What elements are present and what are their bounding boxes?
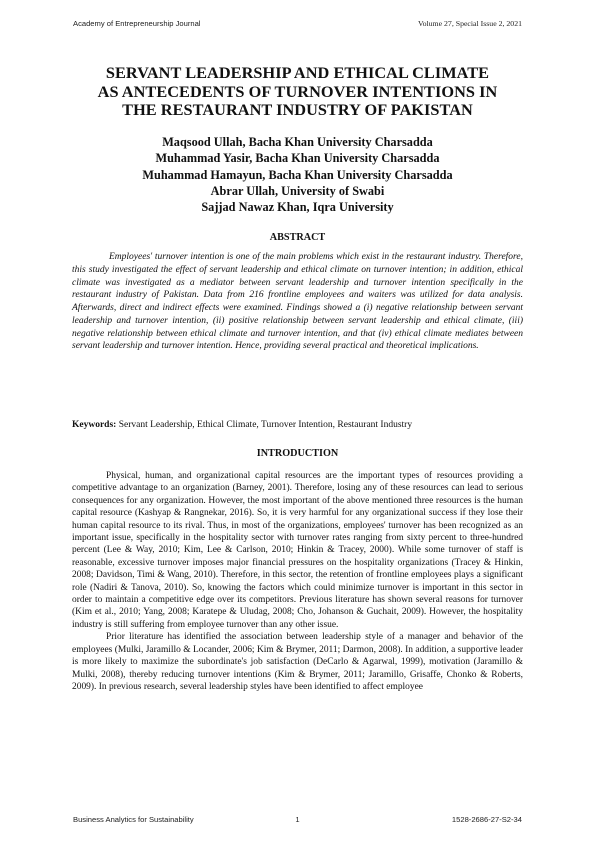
author-entry: Muhammad Hamayun, Bacha Khan University Charsadda	[142, 167, 453, 182]
body-paragraph: Physical, human, and organizational capital resources are the important types of resources providing a competitive advantage to an organization (Barney, 2001). Therefore, losing any of these resources can lead to serious consequences for any organization. However, the most important of the above mentioned three resources is the human capital resource (Kashyap & Rangnekar, 2016). So, it is very harmful for any organizational success if they lose their human capital resource to its rival. Thus, in most of the organizations, employees' turnover has been recognized as an important issue, specifically in the hospitality sector with turnover rates ranging from sixty percent to three-hundred percent (Lee & Way, 2010; Kim, Lee & Carlson, 2010; Hinkin & Tracey, 2000). While some turnover of staff is reasonable, excessive turnover imposes major financial pressures on the hospitality organizations (Tracey & Hinkin, 2008; Davidson, Timi & Wang, 2010). Therefore, in this sector, the retention of frontline employees plays a significant role (Nadiri & Tanova, 2010). So, knowing the factors which could minimize turnover is important in this sector in order to maintain a competitive edge over its competitors. Previous literature has shown several reasons for turnover (Kim et al., 2010; Yang, 2008; Karatepe & Uludag, 2008; Cho, Johanson & Guchait, 2009). However, the hospitality industry is still suffering from employee turnover than any other issue.	[72, 471, 523, 630]
author-entry: Abrar Ullah, University of Swabi	[210, 183, 385, 198]
author-list	[60, 134, 535, 215]
footer-issn: 1528-2686-27-S2-34	[451, 815, 522, 824]
journal-name: Academy of Entrepreneurship Journal	[73, 19, 201, 28]
footer-journal-section: Business Analytics for Sustainability	[73, 815, 194, 824]
keywords-text: Servant Leadership, Ethical Climate, Turnover Intention, Restaurant Industry	[118, 420, 413, 430]
title-line: SERVANT LEADERSHIP AND ETHICAL CLIMATE	[105, 63, 490, 82]
body-paragraph: Prior literature has identified the association between leadership style of a manager and behavior of the employees (Mulki, Jaramillo & Locander, 2006; Kim & Brymer, 2011; Darmon, 2008). In addition, a supportive leader is more likely to maximize the subordinate's job satisfaction (DeCarlo & Agarwal, 1999), motivation (Jaramillo & Mulki, 2008), thereby reducing turnover intentions (Kim & Brymer, 2011; Jaramillo, Grisaffe, Chonko & Roberts, 2009). In previous research, several leadership styles have been identified to affect employee	[72, 632, 523, 692]
paper-title	[60, 64, 535, 120]
title-line: THE RESTAURANT INDUSTRY OF PAKISTAN	[122, 100, 473, 119]
author-entry: Sajjad Nawaz Khan, Iqra University	[201, 200, 394, 215]
keywords-line	[72, 420, 523, 430]
abstract-text: Employees' turnover intention is one of the main problems which exist in the restaurant industry. Therefore, this study investigated the effect of servant leadership and ethical climate on turnover intention; in addition, ethical climate was investigated as a mediator between servant leadership and turnover intention specifically in the restaurant industry of Pakistan. Data from 216 frontline employees and waiters was utilized for data analysis. Afterwards, direct and indirect effects were examined. Findings showed a (i) negative relationship between servant leadership and turnover intention, (ii) positive relationship between servant leadership and ethical climate, (iii) negative relationship between ethical climate and turnover intention, and that (iv) ethical climate mediates between servant leadership and turnover intention. Hence, providing several practical and theoretical implications.	[72, 252, 523, 352]
author-entry: Maqsood Ullah, Bacha Khan University Charsadda	[162, 135, 433, 149]
abstract-heading: ABSTRACT	[269, 232, 326, 243]
page-number: 1	[295, 815, 300, 824]
introduction-heading: INTRODUCTION	[256, 448, 339, 459]
volume-info: Volume 27, Special Issue 2, 2021	[417, 19, 522, 28]
keywords-label: Keywords:	[72, 420, 117, 430]
title-line: AS ANTECEDENTS OF TURNOVER INTENTIONS IN	[97, 81, 498, 101]
author-entry: Muhammad Yasir, Bacha Khan University Charsadda	[155, 151, 440, 166]
introduction-body	[72, 470, 523, 693]
